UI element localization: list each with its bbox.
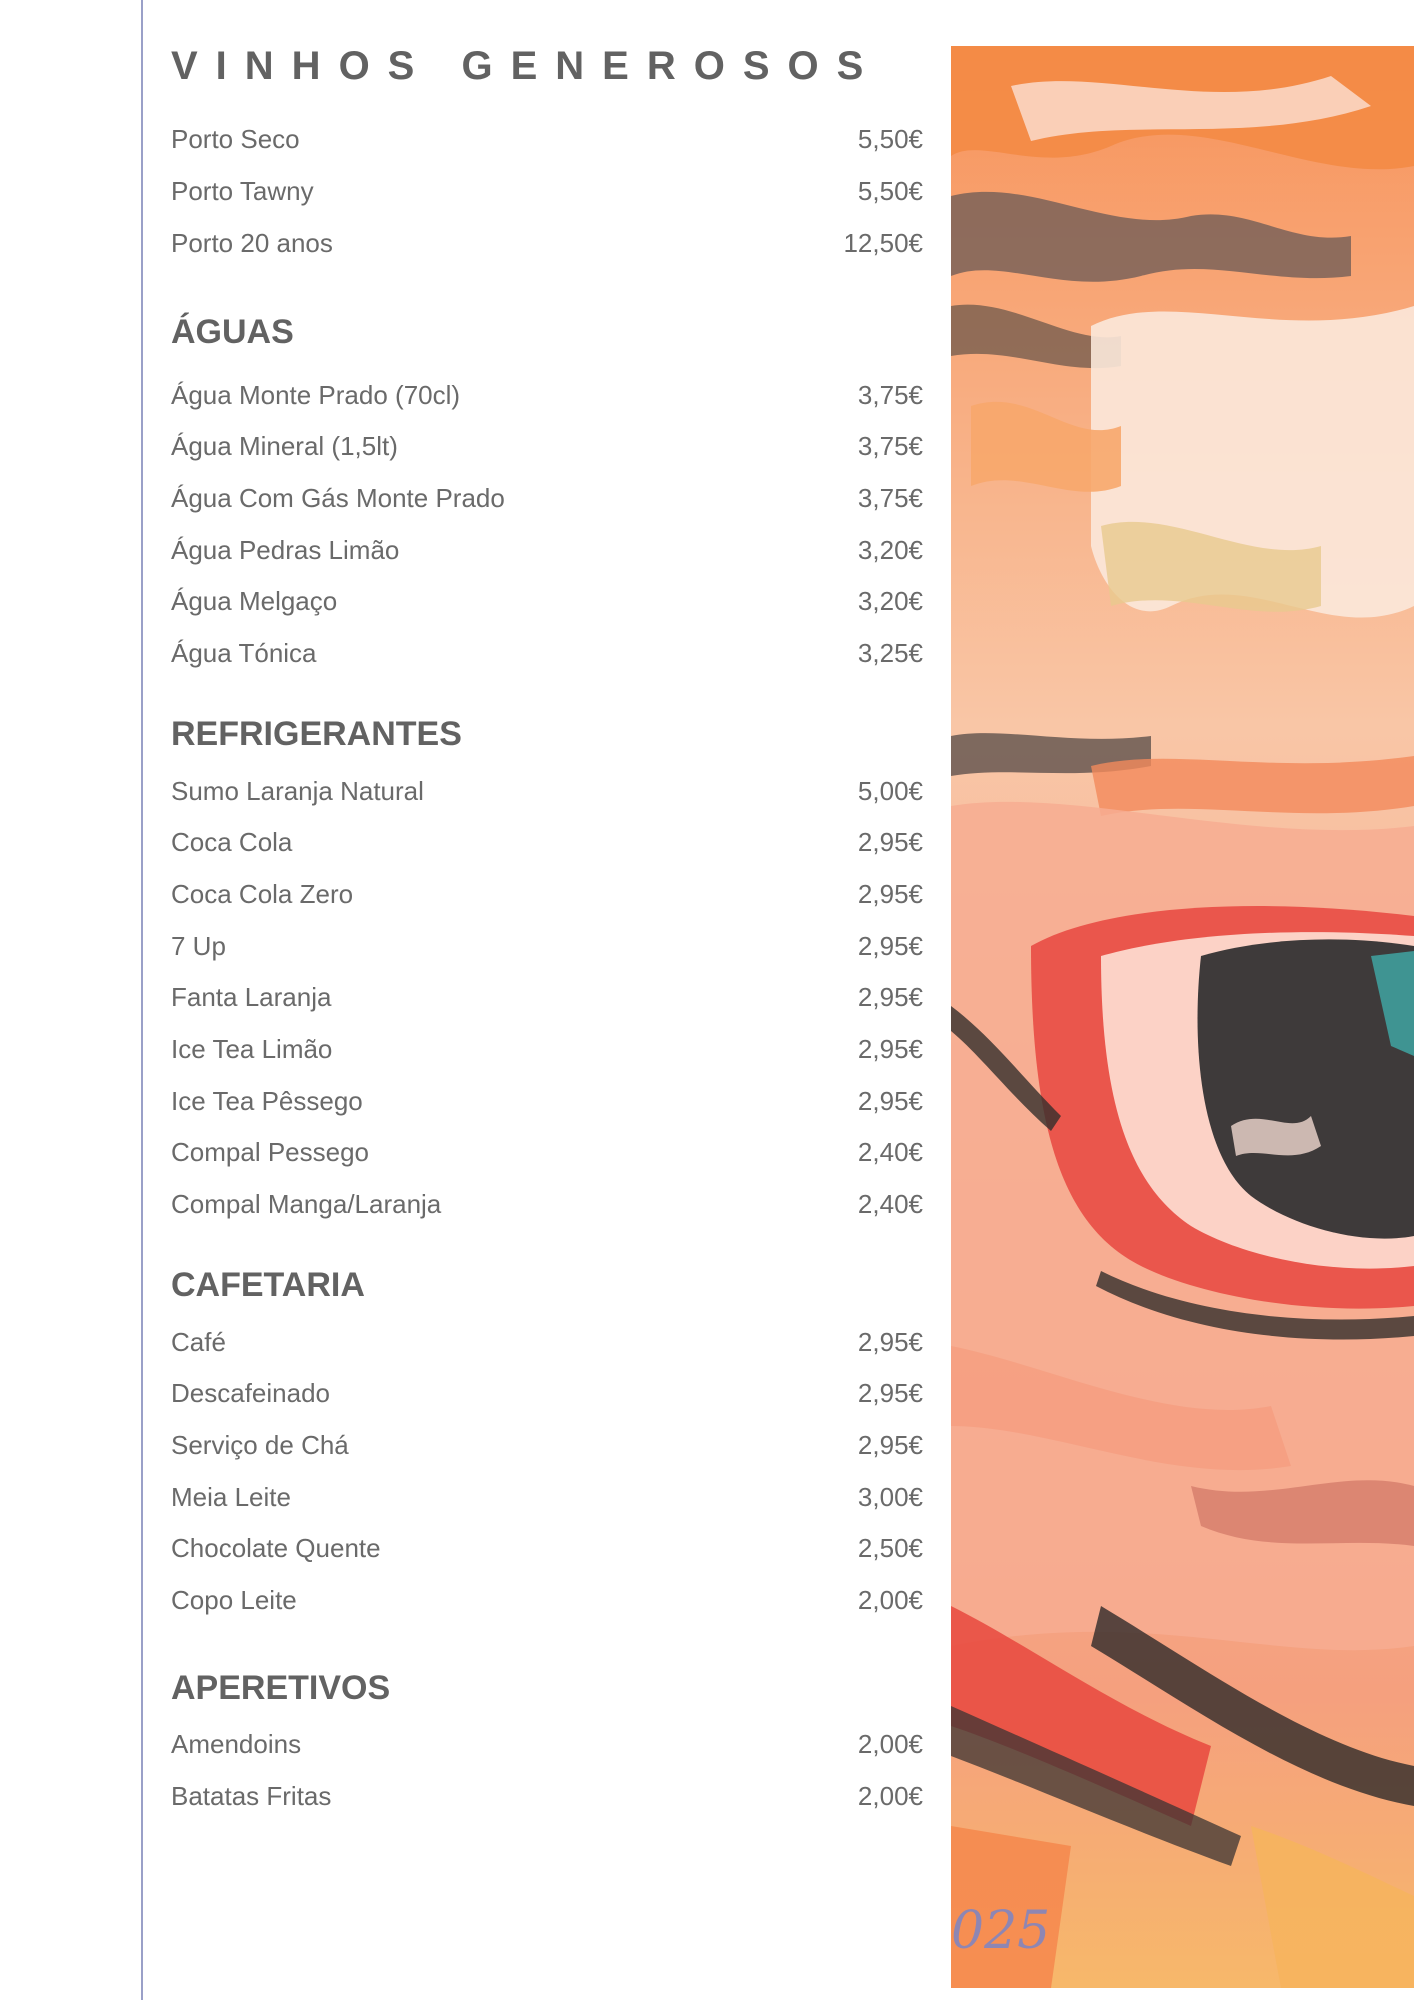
item-price: 2,95€ (857, 879, 923, 909)
item-name: Amendoins (171, 1729, 302, 1759)
item-name: Descafeinado (171, 1378, 330, 1408)
item-price: 5,50€ (857, 176, 923, 206)
menu-item (171, 534, 923, 566)
menu-item (171, 175, 923, 207)
item-name: Coca Cola (171, 827, 293, 857)
item-name: Porto Seco (171, 124, 300, 154)
item-price: 3,25€ (857, 638, 923, 668)
item-name: 7 Up (171, 931, 226, 961)
decorative-painting (951, 46, 1414, 1988)
item-price: 2,95€ (857, 1327, 923, 1357)
section-title-refrigerantes: REFRIGERANTES (171, 715, 462, 753)
item-name: Café (171, 1327, 226, 1357)
item-price: 2,40€ (857, 1189, 923, 1219)
item-name: Água Monte Prado (70cl) (171, 380, 461, 410)
menu-item (171, 227, 923, 259)
item-name: Ice Tea Limão (171, 1034, 333, 1064)
item-name: Compal Manga/Laranja (171, 1189, 442, 1219)
painting-artwork (951, 46, 1414, 1988)
menu-item (171, 1780, 923, 1812)
item-name: Água Melgaço (171, 586, 338, 616)
item-price: 2,95€ (857, 827, 923, 857)
menu-item (171, 930, 923, 962)
item-name: Ice Tea Pêssego (171, 1086, 363, 1116)
menu-item (171, 1377, 923, 1409)
menu-item (171, 1429, 923, 1461)
section-title-vinhos-generosos: VINHOS GENEROSOS (171, 44, 882, 88)
item-price: 2,40€ (857, 1137, 923, 1167)
section-title-aguas: ÁGUAS (171, 313, 294, 351)
menu-item (171, 1728, 923, 1760)
item-price: 2,95€ (857, 1430, 923, 1460)
item-price: 2,50€ (857, 1533, 923, 1563)
menu-item (171, 1136, 923, 1168)
item-price: 5,00€ (857, 776, 923, 806)
item-price: 3,20€ (857, 535, 923, 565)
item-price: 2,95€ (857, 1086, 923, 1116)
painting-signature: 025 (951, 1901, 1051, 1961)
menu-item (171, 585, 923, 617)
item-price: 2,95€ (857, 1034, 923, 1064)
item-name: Sumo Laranja Natural (171, 776, 424, 806)
menu-item (171, 1532, 923, 1564)
item-name: Água Com Gás Monte Prado (171, 483, 505, 513)
menu-item (171, 1188, 923, 1220)
menu-item (171, 1584, 923, 1616)
item-name: Porto 20 anos (171, 228, 333, 258)
item-price: 2,00€ (857, 1585, 923, 1615)
menu-item (171, 1326, 923, 1358)
menu-item (171, 1481, 923, 1513)
menu-item (171, 379, 923, 411)
item-name: Água Pedras Limão (171, 535, 400, 565)
item-name: Batatas Fritas (171, 1781, 332, 1811)
menu-item (171, 1033, 923, 1065)
item-name: Chocolate Quente (171, 1533, 381, 1563)
menu-item (171, 775, 923, 807)
menu-item (171, 826, 923, 858)
menu-item (171, 1085, 923, 1117)
menu-item (171, 637, 923, 669)
item-price: 5,50€ (857, 124, 923, 154)
item-name: Fanta Laranja (171, 982, 332, 1012)
item-price: 3,75€ (857, 431, 923, 461)
item-name: Água Tónica (171, 638, 317, 668)
item-name: Serviço de Chá (171, 1430, 349, 1460)
menu-item (171, 482, 923, 514)
section-title-cafetaria: CAFETARIA (171, 1266, 365, 1304)
menu-item (171, 123, 923, 155)
item-name: Compal Pessego (171, 1137, 369, 1167)
item-price: 2,95€ (857, 982, 923, 1012)
section-title-aperetivos: APERETIVOS (171, 1669, 391, 1707)
item-price: 3,75€ (857, 483, 923, 513)
margin-rule (141, 0, 143, 2000)
item-price: 2,95€ (857, 931, 923, 961)
menu-item (171, 430, 923, 462)
item-price: 12,50€ (843, 228, 923, 258)
item-name: Meia Leite (171, 1482, 291, 1512)
item-price: 2,95€ (857, 1378, 923, 1408)
item-price: 3,20€ (857, 586, 923, 616)
menu-item (171, 981, 923, 1013)
item-price: 2,00€ (857, 1729, 923, 1759)
item-name: Água Mineral (1,5lt) (171, 431, 398, 461)
item-name: Coca Cola Zero (171, 879, 354, 909)
item-name: Copo Leite (171, 1585, 297, 1615)
item-price: 3,00€ (857, 1482, 923, 1512)
item-price: 2,00€ (857, 1781, 923, 1811)
menu-item (171, 878, 923, 910)
item-price: 3,75€ (857, 380, 923, 410)
item-name: Porto Tawny (171, 176, 314, 206)
